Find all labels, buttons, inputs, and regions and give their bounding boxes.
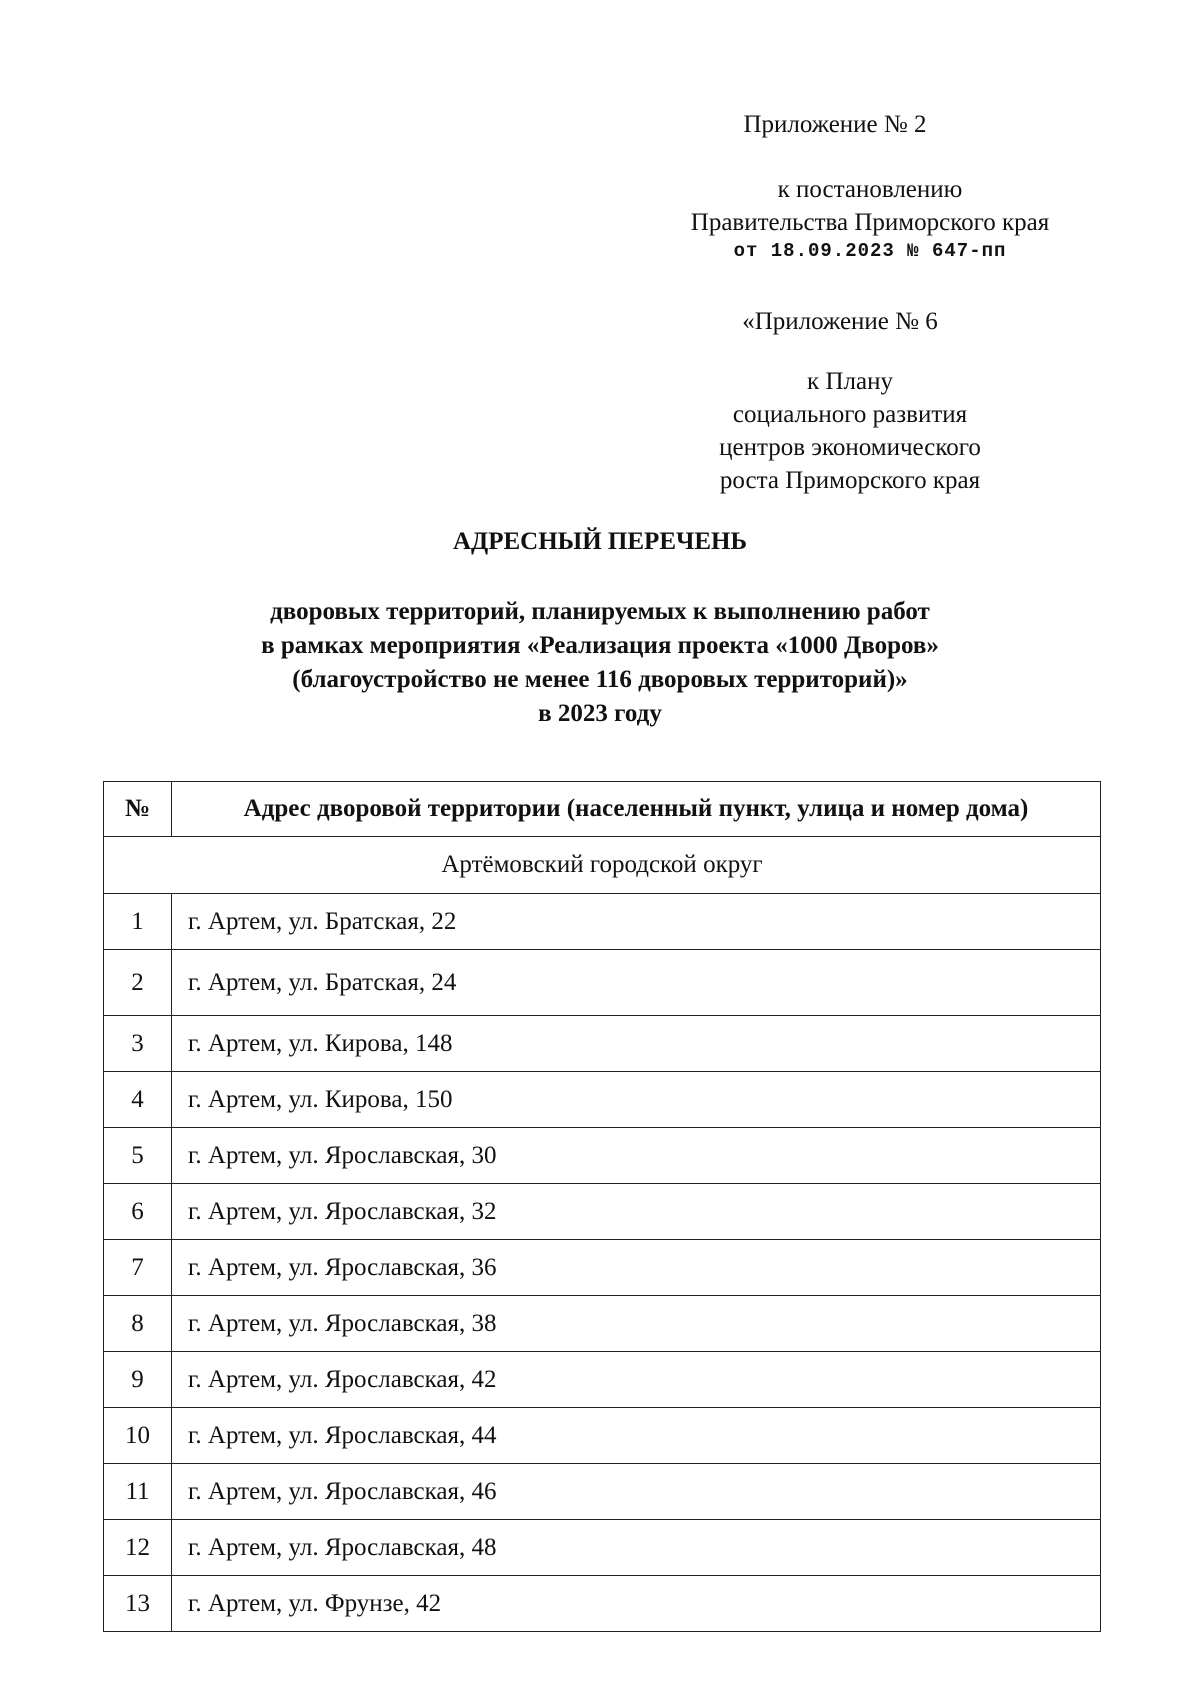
table-row <box>104 1128 1101 1184</box>
table-row <box>104 950 1101 1016</box>
decree-date: от 18.09.2023 № 647-пп <box>733 240 1007 262</box>
row-number: 8 <box>104 1296 172 1352</box>
row-number: 13 <box>104 1576 172 1632</box>
decree-line-1: к постановлению <box>777 176 963 203</box>
section-label: Артёмовский городской округ <box>104 837 1101 894</box>
subtitle-line-2: в рамках мероприятия «Реализация проекта «1000 Дворов» <box>261 632 939 659</box>
subtitle-line-3: (благоустройство не менее 116 дворовых территорий)» <box>292 666 908 693</box>
table-row <box>104 1464 1101 1520</box>
row-number: 5 <box>104 1128 172 1184</box>
row-number: 1 <box>104 894 172 950</box>
column-header-number: № <box>104 782 172 837</box>
row-address: г. Артем, ул. Ярославская, 48 <box>172 1520 1101 1576</box>
decree-reference <box>640 173 1100 263</box>
table-row <box>104 1408 1101 1464</box>
plan-line-3: центров экономического <box>719 434 981 461</box>
row-address: г. Артем, ул. Кирова, 148 <box>172 1016 1101 1072</box>
row-address: г. Артем, ул. Ярославская, 46 <box>172 1464 1101 1520</box>
subtitle-line-1: дворовых территорий, планируемых к выполнению работ <box>270 598 930 625</box>
row-address: г. Артем, ул. Ярославская, 36 <box>172 1240 1101 1296</box>
row-number: 9 <box>104 1352 172 1408</box>
row-address: г. Артем, ул. Ярославская, 32 <box>172 1184 1101 1240</box>
table-row <box>104 1016 1101 1072</box>
table-row <box>104 1296 1101 1352</box>
row-number: 7 <box>104 1240 172 1296</box>
row-address: г. Артем, ул. Ярославская, 44 <box>172 1408 1101 1464</box>
appendix-label: Приложение № 2 <box>743 111 927 138</box>
row-address: г. Артем, ул. Фрунзе, 42 <box>172 1576 1101 1632</box>
plan-appendix-label: «Приложение № 6 <box>742 308 938 335</box>
decree-line-2: Правительства Приморского края <box>690 209 1050 236</box>
plan-line-2: социального развития <box>732 401 968 428</box>
row-number: 6 <box>104 1184 172 1240</box>
plan-line-1: к Плану <box>807 368 893 395</box>
row-address: г. Артем, ул. Ярославская, 38 <box>172 1296 1101 1352</box>
row-number: 3 <box>104 1016 172 1072</box>
row-number: 11 <box>104 1464 172 1520</box>
row-number: 4 <box>104 1072 172 1128</box>
plan-line-4: роста Приморского края <box>719 467 981 494</box>
table-row <box>104 1520 1101 1576</box>
table-row <box>104 1576 1101 1632</box>
plan-reference <box>650 365 1050 497</box>
table-row <box>104 1072 1101 1128</box>
document-title: АДРЕСНЫЙ ПЕРЕЧЕНЬ <box>452 528 747 555</box>
subtitle-line-4: в 2023 году <box>538 700 662 727</box>
table-row <box>104 894 1101 950</box>
row-number: 2 <box>104 950 172 1016</box>
row-address: г. Артем, ул. Кирова, 150 <box>172 1072 1101 1128</box>
row-address: г. Артем, ул. Ярославская, 30 <box>172 1128 1101 1184</box>
row-address: г. Артем, ул. Братская, 22 <box>172 894 1101 950</box>
row-address: г. Артем, ул. Братская, 24 <box>172 950 1101 1016</box>
address-table <box>103 781 1101 1632</box>
column-header-address: Адрес дворовой территории (населенный пункт, улица и номер дома) <box>172 782 1101 837</box>
row-address: г. Артем, ул. Ярославская, 42 <box>172 1352 1101 1408</box>
table-header-row <box>104 782 1101 837</box>
row-number: 10 <box>104 1408 172 1464</box>
row-number: 12 <box>104 1520 172 1576</box>
section-row <box>104 837 1101 894</box>
document-subtitle <box>0 595 1200 731</box>
table-row <box>104 1352 1101 1408</box>
table-row <box>104 1240 1101 1296</box>
table-row <box>104 1184 1101 1240</box>
